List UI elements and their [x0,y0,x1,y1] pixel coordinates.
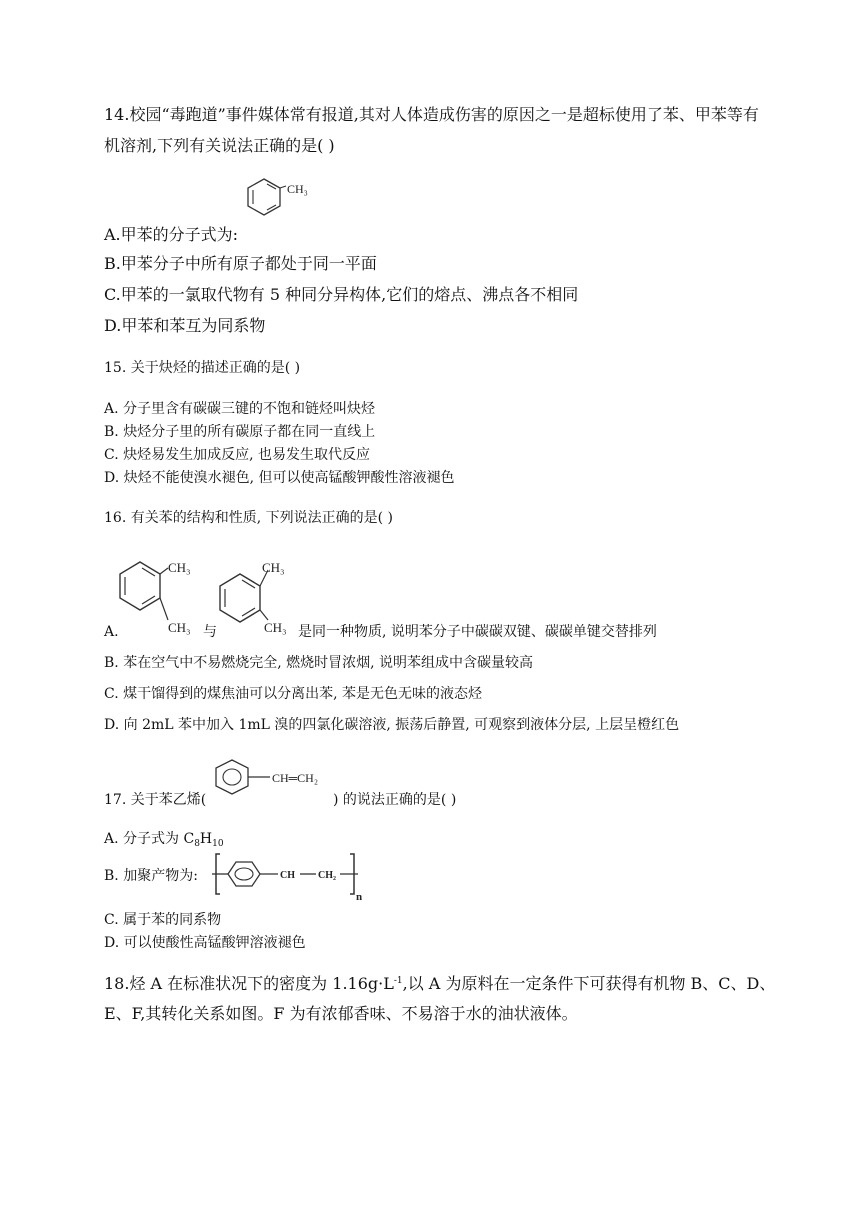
q18-line1: 18.烃 A 在标准状况下的密度为 $1.16g\cdot L^{-1}$,以 A 为原料在一定条件下可获得有机物 B、C、D、 [104,974,776,993]
q15-stem: 15. 关于炔烃的描述正确的是( ) [104,360,301,376]
polystyrene-n-label: n [356,891,363,903]
polystyrene-ch-label: CH [280,870,295,881]
xylene2-ch3-bottom: CH₃ [264,620,287,635]
q16-option-c: C. 煤干馏得到的煤焦油可以分离出苯, 苯是无色无味的液态烃 [104,686,483,702]
q15-option-d: D. 炔烃不能使溴水褪色, 但可以使高锰酸钾酸性溶液褪色 [104,470,455,486]
q14-stem-line2: 机溶剂,下列有关说法正确的是( ) [104,136,335,155]
q15-option-b: B. 炔烃分子里的所有碳原子都在同一直线上 [104,424,376,440]
q14-option-b: B.甲苯分子中所有原子都处于同一平面 [104,254,377,273]
polystyrene-ch2-label: CH₂ [318,870,336,881]
q15-option-c: C. 炔烃易发生加成反应, 也易发生取代反应 [104,447,371,463]
q16-option-b: B. 苯在空气中不易燃烧完全, 燃烧时冒浓烟, 说明苯组成中含碳量较高 [104,655,533,671]
q14-stem-line1: 14.校园“毒跑道”事件媒体常有报道,其对人体造成伤害的原因之一是超标使用了苯、甲苯等有 [104,105,759,124]
q18-line2: E、F,其转化关系如图。F 为有浓郁香味、不易溶于水的油状液体。 [104,1004,578,1023]
toluene-ch3-label: CH₃ [287,182,308,196]
q16-option-d: D. 向 2mL 苯中加入 1mL 溴的四氯化碳溶液, 振荡后静置, 可观察到液体分层, 上层呈橙红色 [104,717,680,733]
q15-option-a: A. 分子里含有碳碳三键的不饱和链烃叫炔烃 [104,401,376,417]
q16-stem: 16. 有关苯的结构和性质, 下列说法正确的是( ) [104,510,393,526]
q14-option-a: A.甲苯的分子式为: [104,225,239,244]
q17-option-a: A. 分子式为 $C_8H_{10}$ [104,831,224,849]
q16-option-a-mid: 与 [203,624,217,640]
styrene-vinyl-label: CH═CH₂ [272,771,319,785]
q14-option-d: D.甲苯和苯互为同系物 [104,316,266,335]
q17-stem-suffix: ) 的说法正确的是( ) [333,792,457,808]
xylene2-ch3-top: CH₃ [262,560,285,575]
o-xylene-structure-icon-1 [112,556,202,638]
q16-option-a-suffix: 是同一种物质, 说明苯分子中碳碳双键、碳碳单键交替排列 [298,624,657,640]
q17-option-c: C. 属于苯的同系物 [104,912,222,928]
q17-option-b: B. 加聚产物为: [104,868,198,884]
toluene-structure-icon [234,174,324,244]
q17-stem-prefix: 17. 关于苯乙烯( [104,792,207,808]
styrene-structure-icon [214,756,340,806]
q14-option-c: C.甲苯的一氯取代物有 5 种同分异构体,它们的熔点、沸点各不相同 [104,285,579,304]
xylene1-ch3-top: CH₃ [168,560,191,575]
q16-option-a-prefix: A. [104,624,119,640]
polystyrene-structure-icon [212,850,372,902]
o-xylene-structure-icon-2 [212,556,302,638]
q17-option-d: D. 可以使酸性高锰酸钾溶液褪色 [104,935,306,951]
xylene1-ch3-bottom: CH₃ [168,620,191,635]
